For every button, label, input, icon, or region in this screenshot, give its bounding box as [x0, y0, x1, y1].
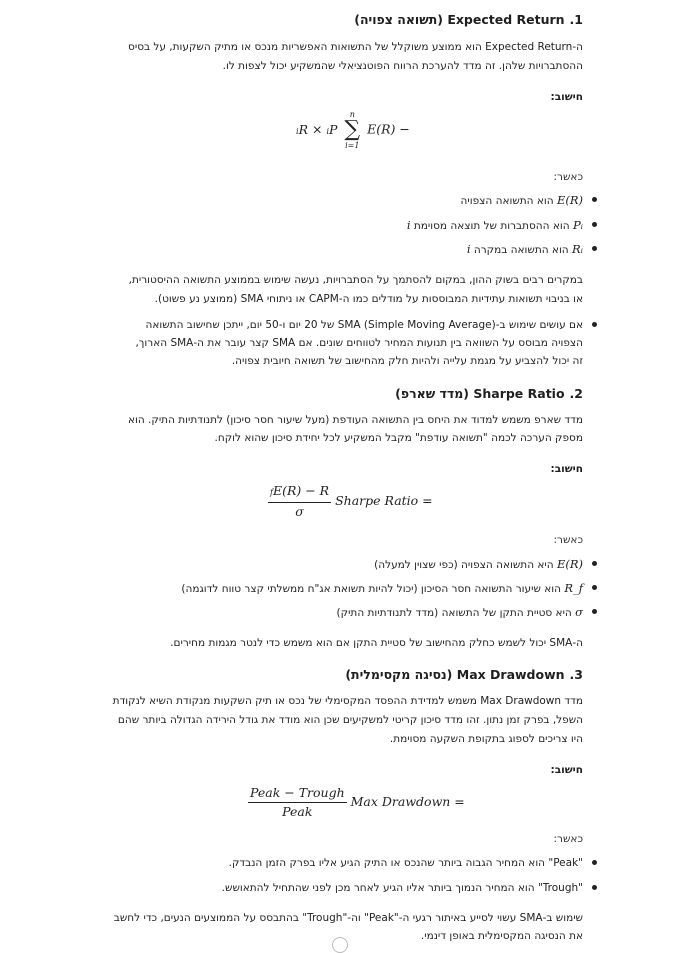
- section-2-where-label: כאשר:: [553, 534, 583, 546]
- section-3-para-line-2: את הנסיגה המקסימלית באופן דינמי.: [420, 930, 583, 942]
- drawdown-denominator: Peak: [282, 804, 313, 819]
- section-1-bullet-para-line-2: הצפויה מבוסס על השוואה בין תנועות המחיר לטווחים שונים. אם SMA קצר עובר את ה-SMA הארוך,: [135, 337, 583, 349]
- formula-r-term: [296, 122, 308, 137]
- summation: [344, 110, 360, 150]
- section-1-bullet-para-line-1: אם עושים שימוש ב-SMA (Simple Moving Average) של 20 יום ו-50 יום, ייתכן שחישוב התשואה: [145, 319, 583, 331]
- item-math: R_f: [564, 581, 583, 595]
- section-2-item-1: [374, 557, 583, 572]
- item-math: σ: [575, 605, 583, 619]
- section-3-intro-line-1: מדד Max Drawdown משמש למדידת ההפסד המקסימלי של נכס או תיק השקעות מנקודת השיא לנקודת: [112, 695, 583, 707]
- item-text: הוא התשואה במקרה: [473, 244, 569, 256]
- section-1-item-1: [461, 193, 583, 208]
- section-3-intro-line-3: היו צריכים לספוג בתקופת השקעה מסוימת.: [389, 733, 583, 745]
- section-2-title: Sharpe Ratio (מדד שארפ): [395, 386, 565, 401]
- bullet-dot: [592, 246, 597, 251]
- section-2-intro-line-1: מדד שארפ משמש למדוד את היחס בין התשואה העודפת (מעל שיעור חסר סיכון) לתנודתיות התיק. הוא: [127, 414, 583, 426]
- sharpe-lhs: Sharpe Ratio =: [335, 493, 433, 508]
- section-3-item-2: "Trough" הוא המחיר הנמוך ביותר אליו הגיע לאחר מכן לפני שהתחיל להתאושש.: [221, 882, 583, 894]
- section-3-heading: [345, 667, 583, 683]
- bullet-dot: [592, 197, 597, 202]
- item-math: Pᵢ: [572, 218, 583, 232]
- bullet-dot: [592, 585, 597, 590]
- sharpe-numerator: [268, 484, 331, 503]
- item-math-2: i: [466, 242, 471, 256]
- section-2-heading: [395, 386, 583, 402]
- section-1-item-2: [407, 218, 583, 233]
- section-1-para-line-2: או בניבוי תשואות עתידיות המבוססות על מודלים כמו ה-CAPM או ניתוחי SMA (ממוצע נע פשוט).: [154, 293, 583, 305]
- section-3-calc-label: חישוב:: [550, 764, 583, 776]
- item-math: Rᵢ: [572, 242, 583, 256]
- sum-symbol: ∑: [344, 117, 361, 142]
- section-1-number: 1.: [569, 12, 583, 27]
- section-2-calc-label: חישוב:: [550, 463, 583, 475]
- section-3-para-line-1: שימוש ב-SMA עשוי לסייע באיתור רגעי ה-"Peak" וה-"Trough" בהתבסס על הממוצעים הנעים, כדי לחשב: [113, 912, 583, 924]
- section-3-intro-line-2: השפל, בפרק זמן נתון. זהו מדד סיכון קריטי למשקיעים שכן הוא מודד את גודל הירידה הגדולה ביותר שהם: [117, 714, 583, 726]
- formula-times: ×: [311, 121, 323, 137]
- item-math: E(R): [556, 557, 583, 571]
- section-3-item-1: "Peak" הוא המחיר הגבוה ביותר שהנכס או התיק הגיע אליו בפרק הזמן הנבדק.: [228, 857, 583, 869]
- section-2-intro-line-2: מספק הערכה לכמה "תשואה עודפת" מקבל המשקיע לכל יחידת סיכון שהוא לוקח.: [214, 432, 583, 444]
- max-drawdown-formula: [248, 786, 465, 819]
- section-3-where-label: כאשר:: [553, 833, 583, 845]
- section-1-para-line-1: במקרים רבים בשוק ההון, במקום להסתמך על הסתברויות, נעשה שימוש בממוצע התשואה ההיסטורית,: [128, 274, 583, 286]
- section-2-item-2: [181, 581, 583, 596]
- sharpe-fraction: [268, 484, 331, 519]
- rf-sub: f: [270, 488, 273, 497]
- drawdown-numerator: Peak − Trough: [248, 786, 347, 803]
- section-1-intro-line-2: ההסתברויות שלהן. זה מדד להערכת הרווח הפוטנציאלי שהמשקיע יכול לצפות לו.: [222, 60, 583, 72]
- bullet-dot: [592, 885, 597, 890]
- item-text: היא סטיית התקן של התשואה (מדד לתנודתיות התיק): [336, 607, 572, 619]
- sharpe-denominator: σ: [295, 504, 304, 519]
- formula-p: P: [329, 121, 338, 137]
- section-1-calc-label: חישוב:: [550, 91, 583, 103]
- formula-p-sub: i: [326, 126, 329, 136]
- formula-r: R: [298, 121, 308, 137]
- section-1-bullet-para-line-3: זה יכול להצביע על מגמת עלייה ולהיות חלק מהחישוב של תשואה חיובית צפויה.: [231, 355, 583, 367]
- section-2-para-line-1: ה-SMA יכול לשמש כחלק מהחישוב של סטיית התקן אם הוא משמש כדי לנטר מגמות מחירים.: [170, 637, 583, 649]
- sharpe-ratio-formula: [268, 484, 433, 519]
- bullet-dot: [592, 322, 597, 327]
- sum-lower-limit: i=1: [345, 141, 360, 150]
- expected-return-formula: [296, 110, 410, 150]
- item-text: הוא התשואה הצפויה: [460, 195, 554, 207]
- section-1-where-label: כאשר:: [553, 171, 583, 183]
- bullet-dot: [592, 222, 597, 227]
- item-text: הוא שיעור התשואה חסר הסיכון (יכול להיות תשואת אג"ח ממשלתי קצר טווח לדוגמה): [181, 583, 561, 595]
- formula-lhs: E(R) −: [367, 121, 410, 137]
- bullet-dot: [592, 609, 597, 614]
- section-1-item-3: [467, 242, 583, 257]
- drawdown-lhs: Max Drawdown =: [350, 794, 465, 809]
- item-text: הוא ההסתברות של תוצאה מסוימת: [413, 220, 570, 232]
- section-2-number: 2.: [569, 386, 583, 401]
- formula-r-sub: i: [296, 126, 299, 136]
- section-1-heading: [354, 12, 583, 28]
- section-2-item-3: [337, 605, 583, 620]
- drawdown-fraction: [248, 786, 347, 819]
- item-math: E(R): [556, 193, 583, 207]
- section-1-title: Expected Return (תשואה צפויה): [354, 12, 565, 27]
- formula-p-term: [326, 122, 337, 137]
- bullet-dot: [592, 561, 597, 566]
- section-1-intro-line-1: ה-Expected Return הוא ממוצע משוקלל של התשואות האפשריות מנכס או מתיק השקעות, על בסיס: [128, 41, 583, 53]
- sum-upper-limit: n: [349, 110, 355, 119]
- item-text: היא התשואה הצפויה (כפי שצוין למעלה): [374, 559, 554, 571]
- section-3-title: Max Drawdown (נסיגה מקסימלית): [345, 667, 565, 682]
- bullet-dot: [592, 860, 597, 865]
- sharpe-numerator-text: E(R) − R: [272, 483, 330, 498]
- scroll-down-icon[interactable]: [332, 937, 348, 953]
- section-3-number: 3.: [569, 667, 583, 682]
- item-math-2: i: [406, 218, 411, 232]
